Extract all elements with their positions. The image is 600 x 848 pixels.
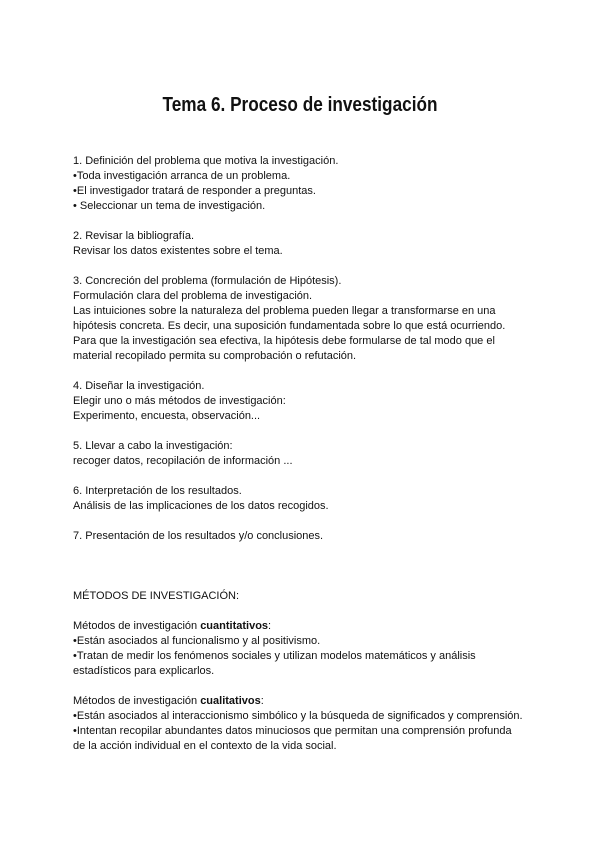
qualitative-prefix: Métodos de investigación	[73, 695, 201, 707]
section-7	[73, 529, 543, 544]
section-5	[73, 439, 543, 469]
section-4-line-1: 4. Diseñar la investigación.	[73, 380, 205, 392]
section-3-line-2: Formulación clara del problema de investigación.	[73, 290, 313, 302]
quantitative-line-1: •Están asociados al funcionalismo y al positivismo.	[73, 635, 321, 647]
qualitative-suffix: :	[260, 695, 264, 707]
quantitative-suffix: :	[268, 620, 272, 632]
spacer	[73, 559, 543, 589]
section-3	[73, 274, 543, 364]
section-4-line-2: Elegir uno o más métodos de investigación:	[73, 395, 286, 407]
quantitative-line-2: •Tratan de medir los fenómenos sociales y utilizan modelos matemáticos y análisis	[73, 650, 476, 662]
section-3-line-6: material recopilado permita su comprobación o refutación.	[73, 350, 357, 362]
section-7-line-1: 7. Presentación de los resultados y/o conclusiones.	[73, 530, 324, 542]
section-5-line-2: recoger datos, recopilación de información ...	[73, 455, 293, 467]
section-1	[73, 154, 543, 214]
section-1-line-1: 1. Definición del problema que motiva la investigación.	[73, 155, 339, 167]
section-4-line-3: Experimento, encuesta, observación...	[73, 410, 261, 422]
section-4	[73, 379, 543, 424]
section-3-line-5: Para que la investigación sea efectiva, la hipótesis debe formularse de tal modo que el	[73, 335, 495, 347]
quantitative-bold: cuantitativos	[200, 620, 269, 632]
methods-heading: MÉTODOS DE INVESTIGACIÓN:	[73, 590, 240, 602]
quantitative-methods	[73, 619, 543, 679]
section-6	[73, 484, 543, 514]
section-2-line-1: 2. Revisar la bibliografía.	[73, 230, 195, 242]
page-title: Tema 6. Proceso de investigación	[162, 94, 438, 116]
quantitative-prefix: Métodos de investigación	[73, 620, 201, 632]
section-3-line-3: Las intuiciones sobre la naturaleza del problema pueden llegar a transformarse en una	[73, 305, 496, 317]
section-3-line-4: hipótesis concreta. Es decir, una suposición fundamentada sobre lo que está ocurriendo.	[73, 320, 506, 332]
qualitative-bold: cualitativos	[200, 695, 261, 707]
quantitative-line-3: estadísticos para explicarlos.	[73, 665, 215, 677]
qualitative-methods	[73, 694, 543, 754]
quantitative-heading	[73, 619, 543, 634]
document-body	[73, 154, 543, 769]
qualitative-line-3: de la acción individual en el contexto de la vida social.	[73, 740, 337, 752]
section-6-line-1: 6. Interpretación de los resultados.	[73, 485, 242, 497]
section-1-line-4: • Seleccionar un tema de investigación.	[73, 200, 266, 212]
qualitative-line-2: •Intentan recopilar abundantes datos minuciosos que permitan una comprensión profunda	[73, 725, 512, 737]
section-1-line-2: •Toda investigación arranca de un problema.	[73, 170, 291, 182]
section-5-line-1: 5. Llevar a cabo la investigación:	[73, 440, 233, 452]
section-3-line-1: 3. Concreción del problema (formulación de Hipótesis).	[73, 275, 342, 287]
methods-heading-block	[73, 589, 543, 604]
section-6-line-2: Análisis de las implicaciones de los datos recogidos.	[73, 500, 329, 512]
section-1-line-3: •El investigador tratará de responder a preguntas.	[73, 185, 316, 197]
qualitative-line-1: •Están asociados al interaccionismo simbólico y la búsqueda de significados y comprensión.	[73, 710, 523, 722]
qualitative-heading	[73, 694, 543, 709]
section-2-line-2: Revisar los datos existentes sobre el tema.	[73, 245, 283, 257]
section-2	[73, 229, 543, 259]
